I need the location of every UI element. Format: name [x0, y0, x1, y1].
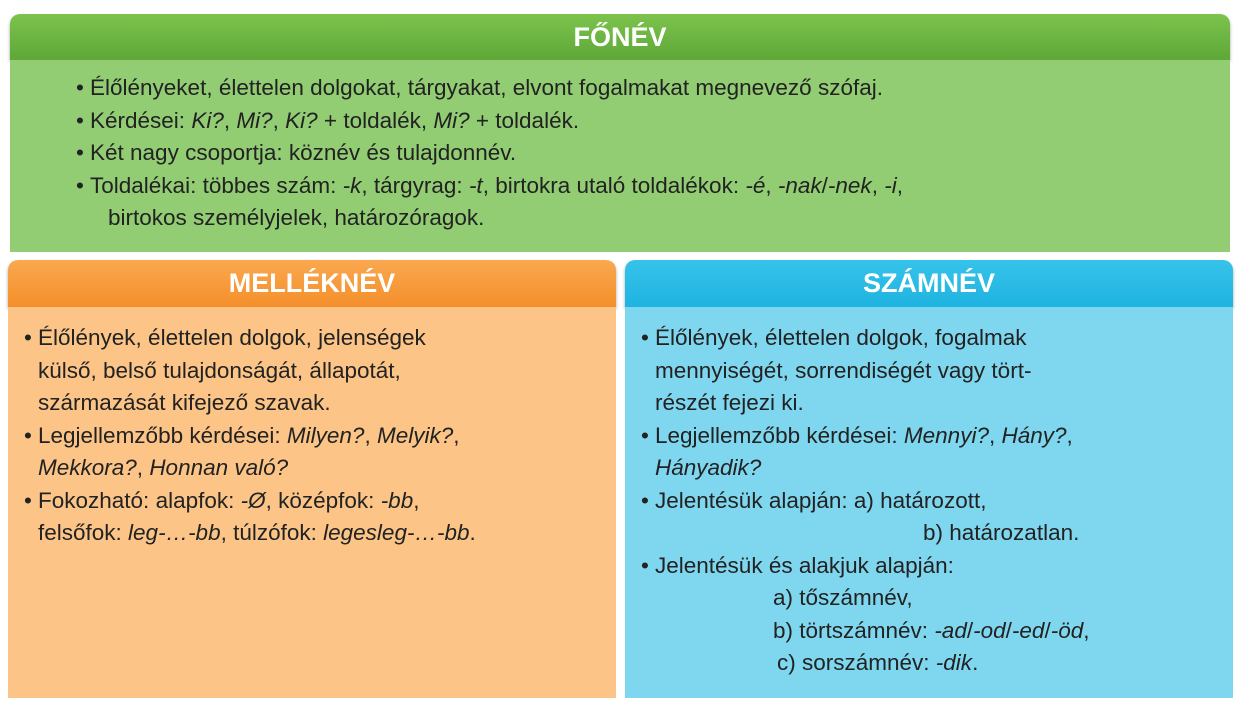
adjective-panel	[8, 307, 616, 698]
noun-title: FŐNÉV	[573, 22, 667, 52]
noun-panel	[10, 60, 1230, 252]
noun-bullet-3: • Két nagy csoportja: köznév és tulajdonnév.	[76, 140, 517, 165]
adjective-bullet-2-cont: Mekkora?, Honnan való?	[38, 455, 289, 480]
noun-bullet-2: • Kérdései: Ki?, Mi?, Ki? + toldalék, Mi? + toldalék.	[76, 107, 580, 133]
adjective-bullet-1: • Élőlények, élettelen dolgok, jelenségek	[24, 325, 426, 350]
numeral-header	[625, 260, 1233, 307]
numeral-bullet-2-cont: Hányadik?	[655, 455, 762, 480]
adjective-bullet-3-cont: felsőfok: leg-…-bb, túlzófok: legesleg-…-bb.	[38, 520, 476, 545]
numeral-bullet-4: • Jelentésük és alakjuk alapján:	[641, 552, 954, 578]
noun-bullet-4: • Toldalékai: többes szám: -k, tárgyrag: -t, birtokra utaló toldalékok: -é, -nak/-nek, -i,	[76, 172, 903, 198]
numeral-bullet-1-cont: részét fejezi ki.	[655, 390, 804, 415]
noun-bullet-1: • Élőlényeket, élettelen dolgokat, tárgyakat, elvont fogalmakat megnevező szófaj.	[76, 75, 883, 100]
noun-bullet-4-cont: birtokos személyjelek, határozóragok.	[108, 205, 485, 230]
numeral-bullet-4-sub-c: c) sorszámnév: -dik.	[777, 650, 979, 675]
adjective-title: MELLÉKNÉV	[228, 268, 396, 298]
adjective-bullet-2: • Legjellemzőbb kérdései: Milyen?, Melyik?,	[24, 422, 460, 448]
numeral-panel	[625, 307, 1233, 698]
adjective-bullet-1-cont: származását kifejező szavak.	[38, 390, 331, 415]
noun-header	[10, 14, 1230, 60]
numeral-bullet-4-sub-b: b) törtszámnév: -ad/-od/-ed/-öd,	[773, 617, 1090, 643]
adjective-header	[8, 260, 616, 307]
numeral-bullet-4-sub-a: a) tőszámnév,	[773, 585, 913, 610]
numeral-bullet-3-cont: b) határozatlan.	[923, 520, 1080, 545]
numeral-title: SZÁMNÉV	[862, 268, 995, 298]
adjective-bullet-1-cont: külső, belső tulajdonságát, állapotát,	[38, 357, 401, 383]
numeral-bullet-1: • Élőlények, élettelen dolgok, fogalmak	[641, 325, 1027, 350]
adjective-bullet-3: • Fokozható: alapfok: -Ø, középfok: -bb,	[24, 487, 420, 513]
numeral-bullet-1-cont: mennyiségét, sorrendiségét vagy tört-	[655, 357, 1032, 383]
numeral-bullet-2: • Legjellemzőbb kérdései: Mennyi?, Hány?,	[641, 422, 1073, 448]
numeral-bullet-3: • Jelentésük alapján: a) határozott,	[641, 487, 987, 513]
